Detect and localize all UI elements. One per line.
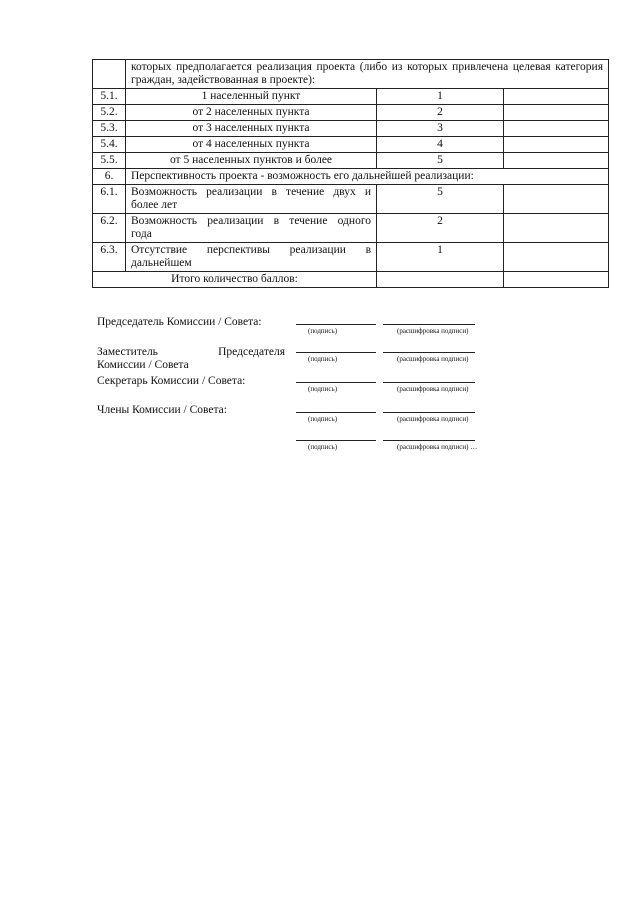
row-number: 6. [93, 169, 126, 185]
table-row [93, 272, 609, 288]
signature-line[interactable] [296, 440, 376, 441]
table-row [93, 89, 609, 105]
signature-caption: (подпись) [308, 443, 338, 451]
table-row [93, 185, 609, 214]
total-label: Итого количество баллов: [93, 272, 377, 288]
row-blank [504, 214, 609, 243]
row-score: 2 [377, 105, 504, 121]
row-blank [504, 153, 609, 169]
row-label-line: Отсутствие перспективы реализации в [131, 244, 371, 256]
row-label-line: Возможность реализации в течение одного [131, 215, 371, 227]
row-score: 4 [377, 137, 504, 153]
row-score: 2 [377, 214, 504, 243]
row-label [126, 243, 377, 272]
signature-line[interactable] [296, 412, 376, 413]
row-score: 5 [377, 153, 504, 169]
row-score: 5 [377, 185, 504, 214]
row-blank [504, 89, 609, 105]
row-number: 6.2. [93, 214, 126, 243]
role-label: Председатель Комиссии / Совета: [97, 316, 262, 328]
row-label-line: Возможность реализации в течение двух и [131, 186, 371, 198]
row-score: 1 [377, 243, 504, 272]
signature-caption: (подпись) [308, 327, 338, 335]
table-row [93, 60, 609, 89]
row-label-line: года [131, 228, 152, 240]
row-blank [504, 121, 609, 137]
row-label: 1 населенный пункт [126, 89, 377, 105]
table-row [93, 121, 609, 137]
row-label: от 3 населенных пункта [126, 121, 377, 137]
row-label: от 5 населенных пунктов и более [126, 153, 377, 169]
row-number: 5.1. [93, 89, 126, 105]
row-number: 5.2. [93, 105, 126, 121]
row-blank [504, 272, 609, 288]
intro-text: которых предполагается реализация проекта (либо из которых привлечена целевая категория граждан, задействованная в проекте): [126, 60, 609, 89]
table-row [93, 169, 609, 185]
decoding-line[interactable] [383, 412, 475, 413]
signature-caption: (подпись) [308, 385, 338, 393]
row-number: 6.1. [93, 185, 126, 214]
decoding-line[interactable] [383, 382, 475, 383]
decoding-caption: (расшифровка подписи) [397, 355, 469, 363]
table-row [93, 153, 609, 169]
table-row [93, 214, 609, 243]
row-score: 1 [377, 89, 504, 105]
row-number: 5.3. [93, 121, 126, 137]
role-label: Члены Комиссии / Совета: [97, 404, 227, 416]
decoding-line[interactable] [383, 324, 475, 325]
row-label [126, 185, 377, 214]
role-label: Комиссии / Совета [97, 359, 189, 371]
row-blank [504, 137, 609, 153]
row-blank [504, 105, 609, 121]
decoding-caption: (расшифровка подписи) … [397, 443, 478, 451]
criteria-table [92, 59, 609, 288]
signature-line[interactable] [296, 382, 376, 383]
row-number: 5.4. [93, 137, 126, 153]
row-number [93, 60, 126, 89]
signature-caption: (подпись) [308, 415, 338, 423]
section-heading: Перспективность проекта - возможность его дальнейшей реализации: [126, 169, 609, 185]
row-blank [504, 185, 609, 214]
row-number: 5.5. [93, 153, 126, 169]
table-row [93, 105, 609, 121]
decoding-line[interactable] [383, 440, 475, 441]
signature-line[interactable] [296, 324, 376, 325]
row-score: 3 [377, 121, 504, 137]
row-label [126, 214, 377, 243]
row-label-line: более лет [131, 199, 178, 211]
table-row [93, 243, 609, 272]
row-label-line: дальнейшем [131, 257, 192, 269]
row-label: от 4 населенных пункта [126, 137, 377, 153]
decoding-caption: (расшифровка подписи) [397, 327, 469, 335]
total-score [377, 272, 504, 288]
signature-line[interactable] [296, 352, 376, 353]
signature-caption: (подпись) [308, 355, 338, 363]
row-label: от 2 населенных пункта [126, 105, 377, 121]
role-label: Секретарь Комиссии / Совета: [97, 375, 246, 387]
row-number: 6.3. [93, 243, 126, 272]
decoding-caption: (расшифровка подписи) [397, 385, 469, 393]
row-blank [504, 243, 609, 272]
table-row [93, 137, 609, 153]
decoding-line[interactable] [383, 352, 475, 353]
role-label: Заместитель Председателя [97, 346, 285, 358]
decoding-caption: (расшифровка подписи) [397, 415, 469, 423]
